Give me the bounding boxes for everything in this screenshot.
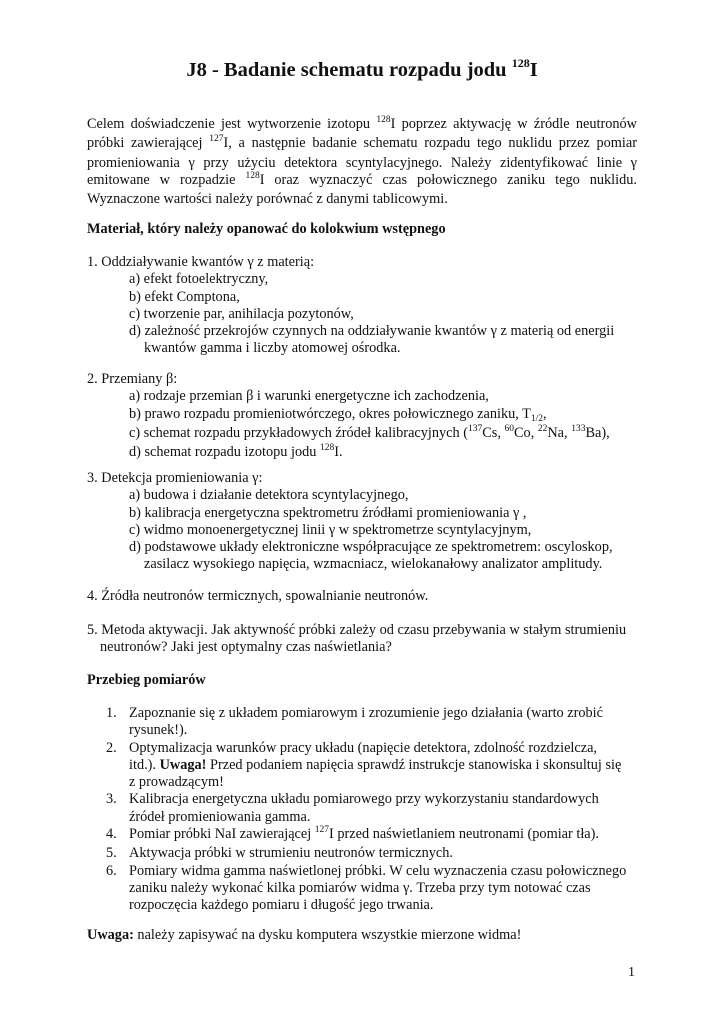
intro-mass-3: 128 xyxy=(245,170,260,181)
intro-text-4: I oraz wyznaczyć czas połowicznego zaniku tego nuklidu. Wyznaczone wartości należy porównać z danymi tablicowymi. xyxy=(87,171,637,208)
co-mass: 60 xyxy=(504,423,515,434)
topic-2-item-c-text: c) schemat rozpadu przykładowych źródeł kalibracyjnych ( xyxy=(129,424,469,441)
topic-1-item-a: a) efekt fotoelektryczny, xyxy=(129,271,269,288)
topic-5-line-2: neutronów? Jaki jest optymalny czas naświetlania? xyxy=(100,639,392,656)
step-text xyxy=(129,757,637,774)
step-text-part: itd.). xyxy=(129,756,160,773)
procedure-step-3 xyxy=(87,791,637,826)
iodine-symbol: I. xyxy=(334,444,343,461)
document-title xyxy=(0,56,724,86)
title-text: J8 - Badanie schematu rozpadu jodu xyxy=(186,59,512,81)
step-text xyxy=(129,826,637,845)
step-text: Aktywacja próbki w strumieniu neutronów termicznych. xyxy=(129,845,453,862)
topic-3 xyxy=(87,470,637,574)
cs-mass: 137 xyxy=(468,423,483,434)
topic-2-title: 2. Przemiany β: xyxy=(87,371,178,387)
intro-text-1: Celem doświadczenie jest wytworzenie izotopu xyxy=(87,116,377,132)
step-text-part: I przed naświetlaniem neutronami (pomiar tła). xyxy=(329,826,599,843)
intro-mass-2: 127 xyxy=(209,134,224,145)
ba-symbol: Ba), xyxy=(585,424,610,441)
topic-2-item-c xyxy=(87,425,637,444)
step-text-part: Pomiar próbki NaI zawierającej xyxy=(129,826,315,843)
intro-text-2: I poprzez aktywację w źródle neutronów próbki zawierającej xyxy=(87,116,637,152)
page-number: 1 xyxy=(628,965,635,980)
topic-1-title: 1. Oddziaływanie kwantów γ z materią: xyxy=(87,254,315,270)
half-life-subscript: 1/2 xyxy=(530,413,544,424)
procedure-step-1 xyxy=(87,705,637,740)
procedure-step-6 xyxy=(87,863,637,915)
topic-2-item-d xyxy=(87,444,637,463)
step-text: z prowadzącym! xyxy=(129,774,224,791)
topic-3-item-b: b) kalibracja energetyczna spektrometru źródłami promieniowania γ , xyxy=(129,504,527,521)
procedure-step-5 xyxy=(87,845,637,862)
step-number: 3. xyxy=(106,791,117,808)
topic-1-item-d: d) zależność przekrojów czynnych na oddziaływanie kwantów γ z materią od energii xyxy=(129,323,615,340)
na-mass: 22 xyxy=(537,423,548,434)
step-text: rozpoczęcia każdego pomiaru i długość jego trwania. xyxy=(129,897,434,914)
final-note xyxy=(87,927,637,944)
warning-label: Uwaga! xyxy=(159,756,207,773)
step-text-part: Przed podaniem napięcia sprawdź instrukcje stanowiska i skonsultuj się xyxy=(206,756,622,773)
topic-1 xyxy=(87,254,637,358)
topic-3-item-c: c) widmo monoenergetycznej linii γ w spektrometrze scyntylacyjnym, xyxy=(129,521,532,538)
topic-1-item-b: b) efekt Comptona, xyxy=(129,288,240,305)
step-number: 4. xyxy=(106,826,117,843)
topic-3-item-a: a) budowa i działanie detektora scyntylacyjnego, xyxy=(129,487,409,504)
step-number: 6. xyxy=(106,862,117,879)
procedure-step-2 xyxy=(87,740,637,792)
iodine-mass: 128 xyxy=(319,443,335,454)
topic-2-item-d-text: d) schemat rozpadu izotopu jodu xyxy=(129,444,320,461)
topic-4: 4. Źródła neutronów termicznych, spowalnianie neutronów. xyxy=(87,588,429,604)
intro-text-3: I, a następnie badanie schematu rozpadu tego nuklidu przez pomiar promieniowania γ przy użyciu detektora scyntylacyjnego. Należy zidentyfikować linie γ emitowane w rozpadzie xyxy=(87,135,637,188)
procedure-list xyxy=(87,705,637,915)
topic-2-item-a: a) rodzaje przemian β i warunki energetyczne ich zachodzenia, xyxy=(129,388,489,405)
step-number: 2. xyxy=(106,739,117,756)
topic-2-item-b-end: , xyxy=(543,405,547,422)
iodine-127-mass: 127 xyxy=(314,825,330,836)
intro-mass-1: 128 xyxy=(376,115,391,125)
step-text: Zapoznanie się z układem pomiarowym i zrozumienie jego działania (warto zrobić xyxy=(129,705,603,721)
co-symbol: Co, xyxy=(514,424,538,441)
topic-3-item-d: d) podstawowe układy elektroniczne współpracujące ze spektrometrem: oscyloskop, xyxy=(129,539,613,556)
topic-3-title: 3. Detekcja promieniowania γ: xyxy=(87,470,263,486)
section-heading-procedure: Przebieg pomiarów xyxy=(87,672,206,688)
topic-1-item-c: c) tworzenie par, anihilacja pozytonów, xyxy=(129,305,354,322)
cs-symbol: Cs, xyxy=(482,424,505,441)
step-text: Kalibracja energetyczna układu pomiarowego przy wykorzystaniu standardowych xyxy=(129,791,599,808)
final-note-text: należy zapisywać na dysku komputera wszystkie mierzone widma! xyxy=(133,927,522,943)
topic-2 xyxy=(87,371,637,463)
intro-paragraph xyxy=(87,116,637,208)
topic-3-item-d-cont: zasilacz wysokiego napięcia, wzmacniacz, wielokanałowy analizator amplitudy. xyxy=(144,556,603,573)
final-note-label: Uwaga: xyxy=(87,927,134,943)
step-text: Optymalizacja warunków pracy układu (napięcie detektora, zdolność rozdzielcza, xyxy=(129,739,598,756)
step-text: źródeł promieniowania gamma. xyxy=(129,808,311,825)
topic-1-item-d-cont: kwantów gamma i liczby atomowej ośrodka. xyxy=(144,340,401,357)
step-number: 1. xyxy=(106,705,117,721)
section-heading-material: Materiał, który należy opanować do kolokwium wstępnego xyxy=(87,221,446,237)
step-text: Pomiary widma gamma naświetlonej próbki. W celu wyznaczenia czasu połowicznego xyxy=(129,862,627,879)
ba-mass: 133 xyxy=(571,423,586,434)
topic-5 xyxy=(87,622,637,657)
na-symbol: Na, xyxy=(547,424,572,441)
step-text: zaniku należy wykonać kilka pomiarów widma γ. Trzeba przy tym notować czas xyxy=(129,879,591,896)
topic-2-item-b-text: b) prawo rozpadu promieniotwórczego, okres połowicznego zaniku, T xyxy=(129,405,531,422)
step-text: rysunek!). xyxy=(129,722,188,739)
procedure-step-4 xyxy=(87,826,637,845)
topic-2-item-b xyxy=(87,406,637,425)
topic-5-line-1: 5. Metoda aktywacji. Jak aktywność próbki zależy od czasu przebywania w stałym strumieniu xyxy=(87,622,627,638)
step-number: 5. xyxy=(106,845,117,862)
title-mass-number: 128 xyxy=(511,56,530,70)
title-element-symbol: I xyxy=(529,59,538,81)
